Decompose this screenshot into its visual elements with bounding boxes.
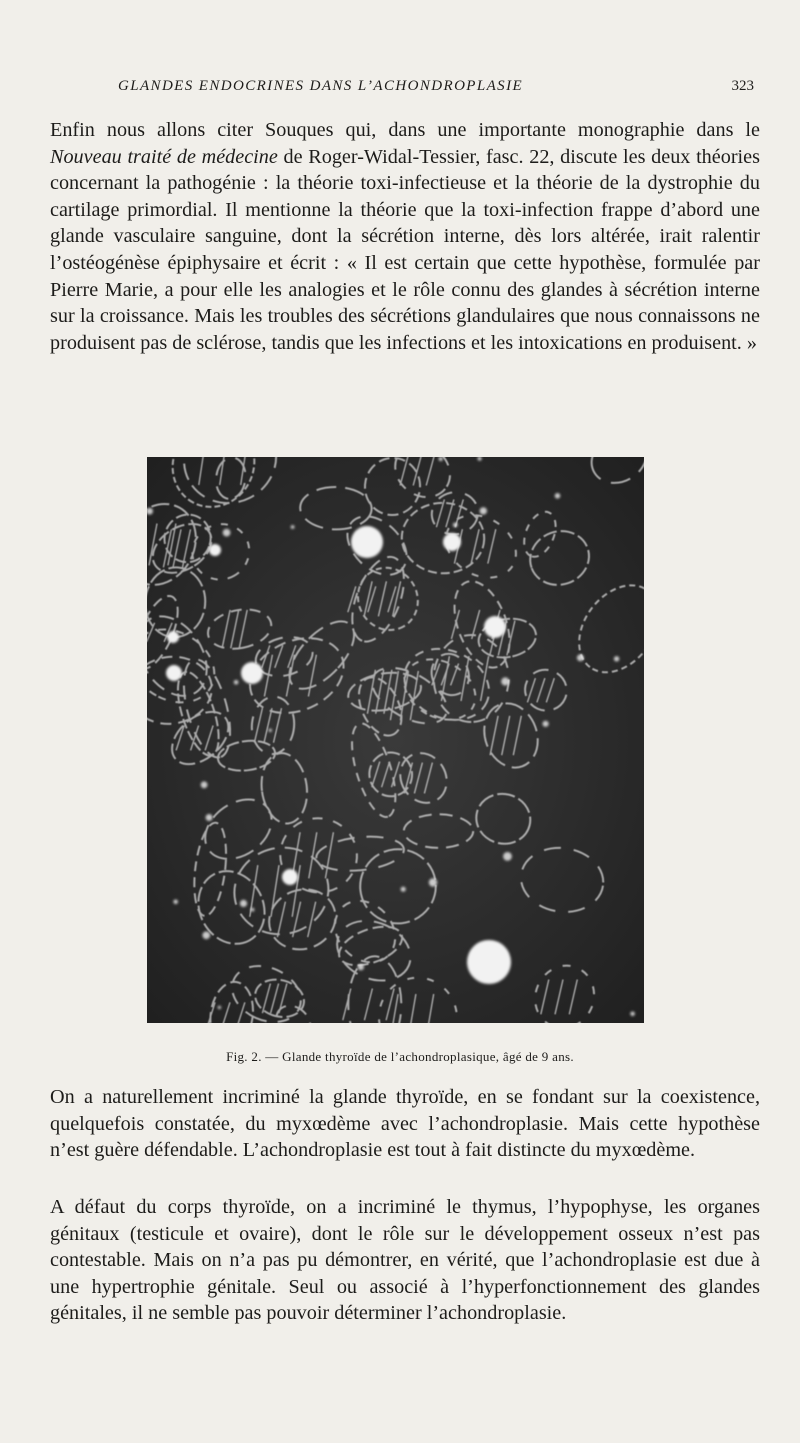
colloid-droplet (167, 631, 179, 643)
small-droplet (240, 900, 247, 907)
paragraph-thymus: A défaut du corps thyroïde, on a incriminé le thymus, l’hypophyse, les organes génitaux (testicule et ovaire), dont le rôle sur le développement osseux n’est pas contestable. Mais on n’a pas pu démontrer, en vérité, que l’achondroplasie est due à une hypertrophie génitale. Seul ou associé à l’hyperfonctionnement des glandes génitales, il ne semble pas pouvoir déterminer l’achondroplasie. (50, 1196, 760, 1325)
small-droplet (173, 900, 178, 905)
colloid-droplet (209, 544, 221, 556)
small-droplet (480, 507, 487, 514)
colloid-droplet (241, 662, 263, 684)
colloid-droplet (484, 616, 506, 638)
colloid-droplet (166, 665, 182, 681)
small-droplet (358, 964, 364, 970)
page-number: 323 (731, 78, 754, 94)
micrograph-figure (147, 457, 644, 1023)
paragraph-text-end: de Roger-Widal-Tessier, fasc. 22, discute les deux théories concernant la pathogénie : la théorie toxi-infectieuse et la théorie de la dystrophie du cartilage primordial. Il mentionne la théorie que la toxi-infection frappe d’abord une glande vasculaire sanguine, dont la sécrétion interne, dès lors altérée, irait ralentir l’ostéogénèse épiphysaire et écrit : « Il est certain que cette hypothèse, formulée par Pierre Marie, a pour elle les analogies et le rôle connu des glandes à sécrétion interne sur la croissance. Mais les troubles des sécrétions glandulaires que nous connaissons ne produisent pas de sclérose, tandis que les infections et les intoxications en produisent. » (50, 145, 760, 354)
figure-caption: Fig. 2. — Glande thyroïde de l’achondroplasique, âgé de 9 ans. (226, 1049, 574, 1064)
small-droplet (555, 493, 561, 499)
small-droplet (291, 525, 295, 529)
paragraph-souques (50, 117, 760, 356)
small-droplet (401, 887, 406, 892)
small-droplet (223, 529, 231, 537)
small-droplet (201, 781, 208, 788)
small-droplet (543, 721, 549, 727)
colloid-droplet (351, 526, 383, 558)
paragraph-text-start: Enfin nous allons citer Souques qui, dans une importante monographie dans le (50, 119, 760, 141)
running-header (118, 78, 758, 102)
running-title: GLANDES ENDOCRINES DANS L’ACHONDROPLASIE (118, 78, 524, 94)
small-droplet (269, 729, 272, 732)
paragraph-thyroide: On a naturellement incriminé la glande thyroïde, en se fondant sur la coexistence, quelquefois constatée, du myxœdème avec l’achondroplasie. Mais cette hypothèse n’est guère défendable. L’achondroplasie est tout à fait distincte du myxœdème. (50, 1086, 760, 1162)
colloid-droplet (282, 869, 298, 885)
book-title-emphasis: Nouveau traité de médecine (50, 145, 278, 168)
small-droplet (453, 523, 458, 528)
small-droplet (472, 950, 476, 954)
small-droplet (206, 814, 213, 821)
small-droplet (234, 680, 239, 685)
small-droplet (630, 1012, 635, 1017)
small-droplet (614, 656, 619, 661)
small-droplet (218, 1006, 221, 1009)
colloid-droplet (467, 940, 511, 984)
colloid-droplet (443, 533, 461, 551)
small-droplet (475, 975, 479, 979)
small-droplet (202, 931, 210, 939)
small-droplet (429, 878, 437, 886)
small-droplet (503, 852, 512, 861)
thyroid-micrograph-image (147, 457, 644, 1023)
small-droplet (577, 654, 584, 661)
small-droplet (251, 908, 255, 912)
small-droplet (501, 677, 509, 685)
